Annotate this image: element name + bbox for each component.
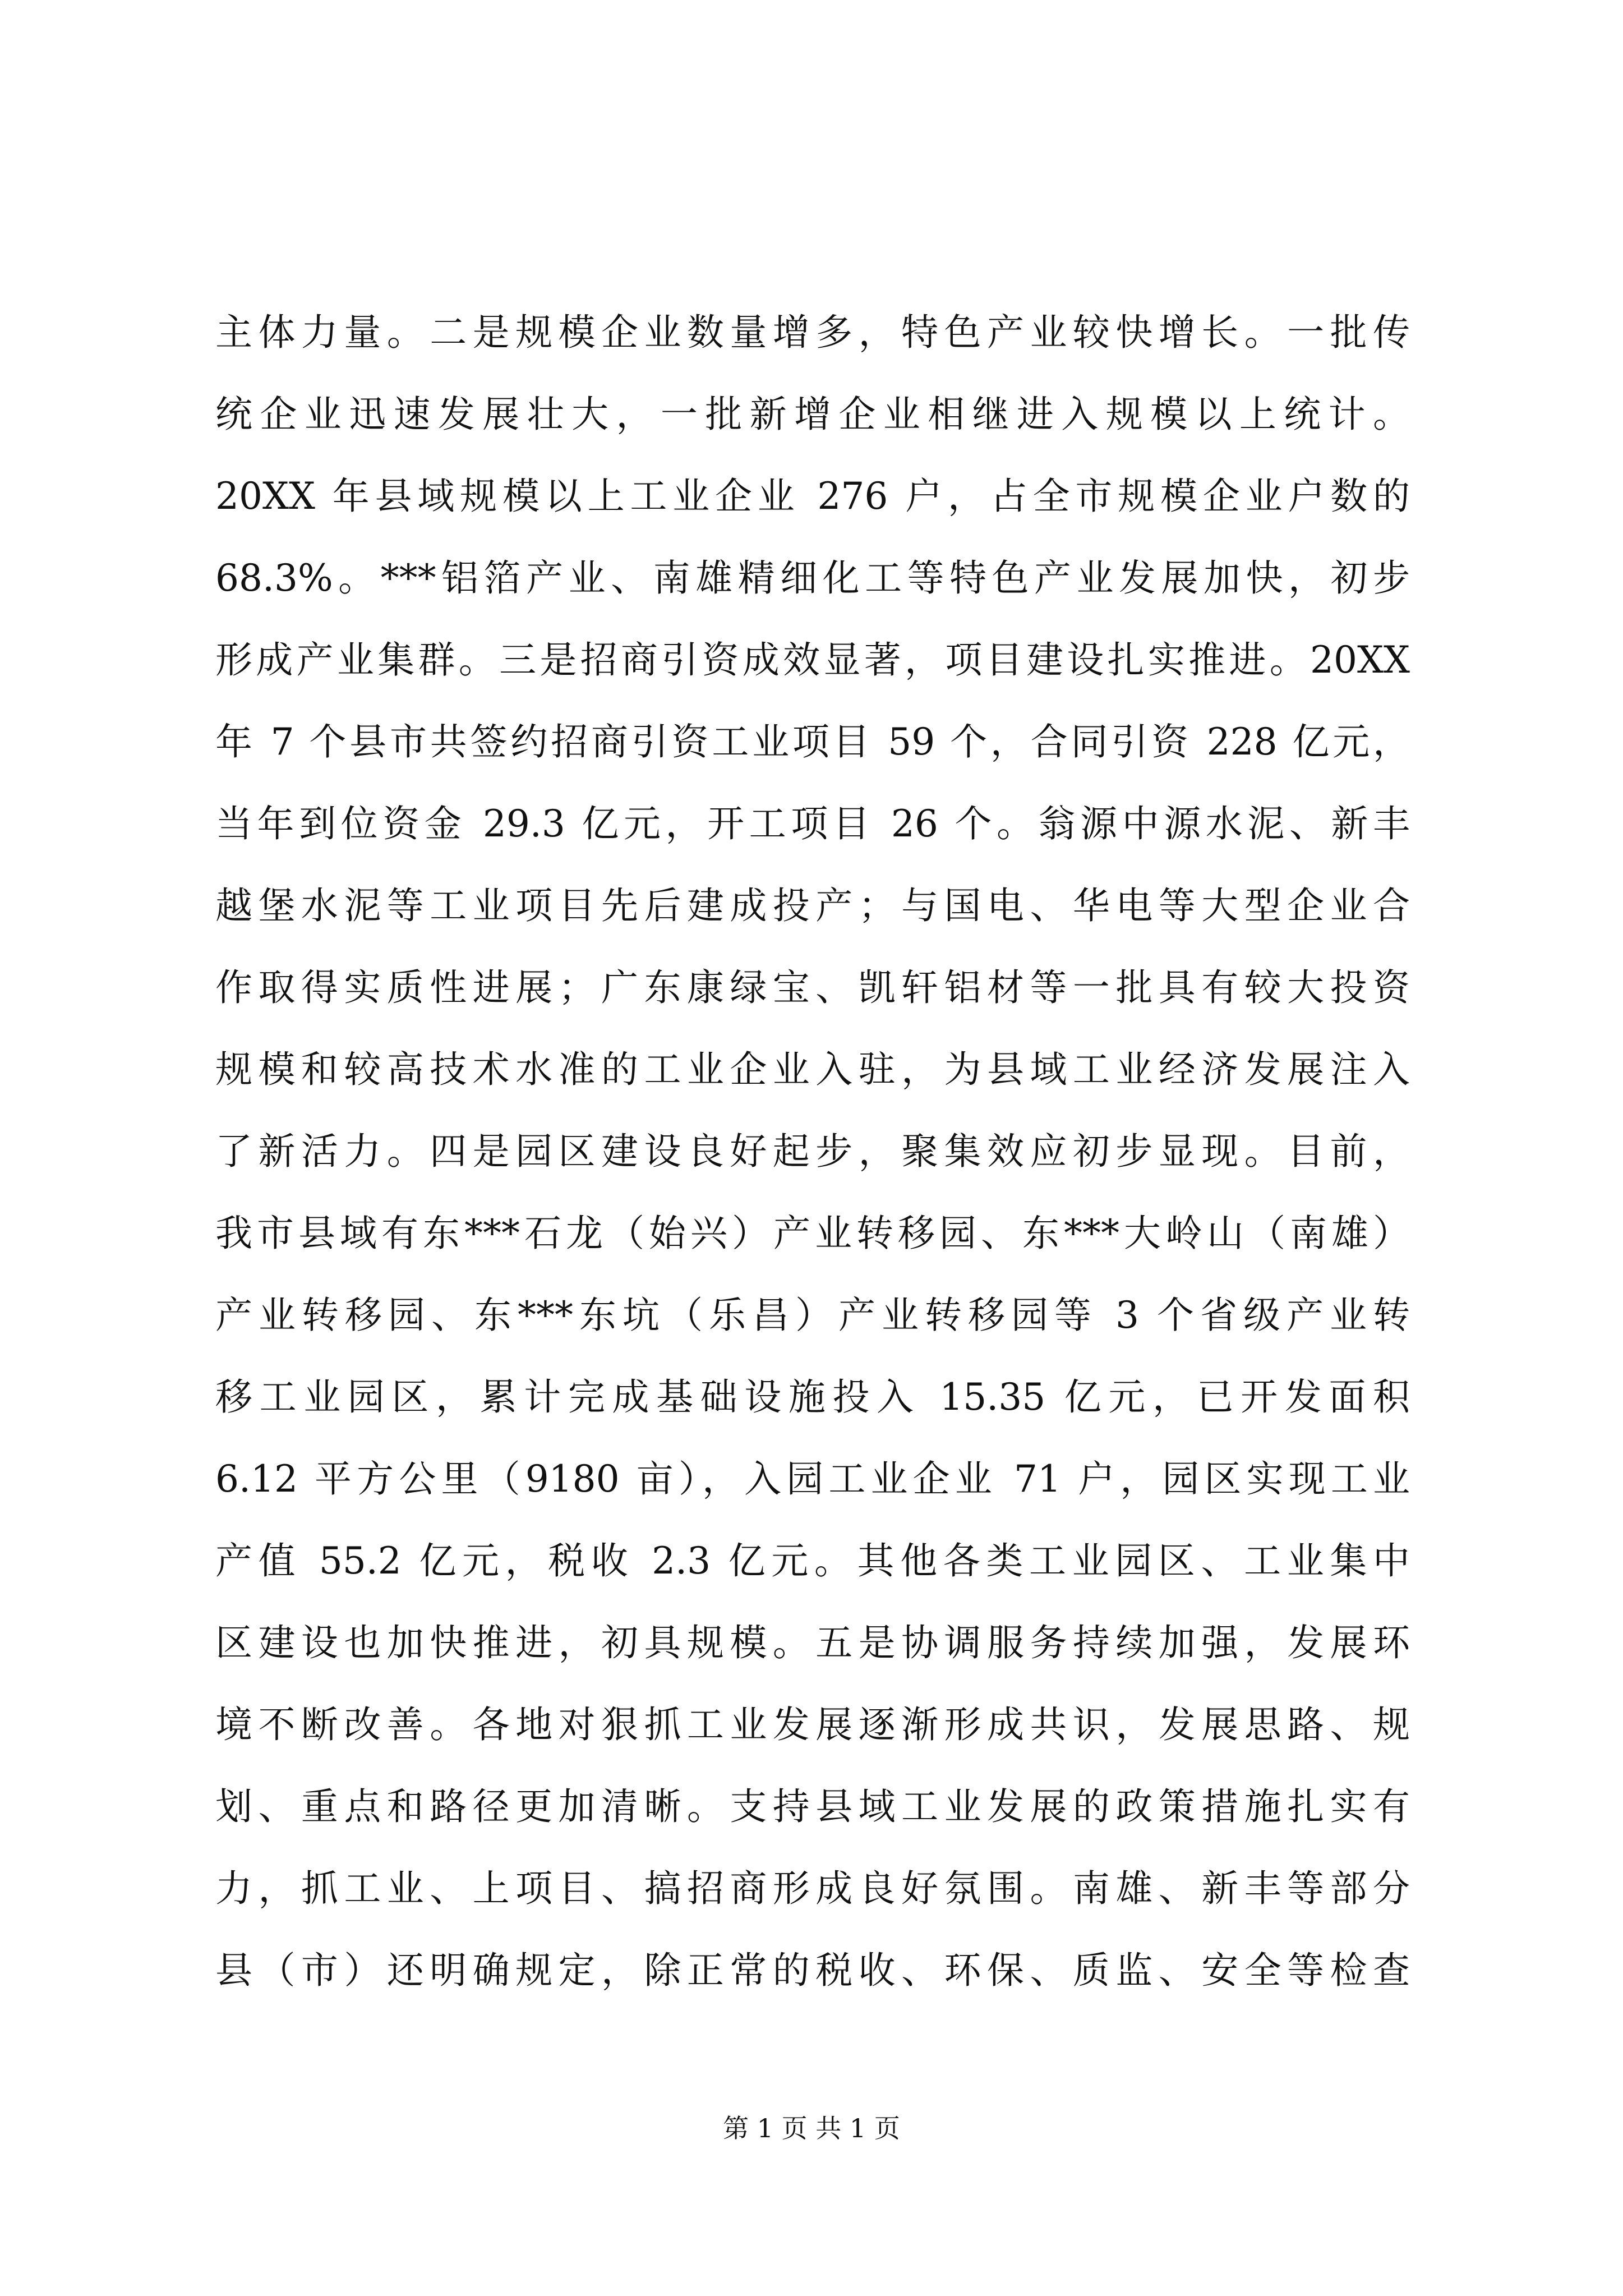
text-line: 6.12 平方公里（9180 亩），入园工业企业 71 户，园区实现工业 [215,1457,1410,1501]
text-line: 规模和较高技术水准的工业企业入驻，为县域工业经济发展注入 [215,1048,1410,1091]
text-line: 越堡水泥等工业项目先后建成投产；与国电、华电等大型企业合 [215,884,1410,927]
text-line: 作取得实质性进展；广东康绿宝、凯轩铝材等一批具有较大投资 [215,966,1410,1009]
text-line: 县（市）还明确规定，除正常的税收、环保、质监、安全等检查 [215,1949,1410,1992]
text-line: 产业转移园、东***东坑（乐昌）产业转移园等 3 个省级产业转 [215,1294,1410,1337]
text-line: 我市县域有东***石龙（始兴）产业转移园、东***大岭山（南雄） [215,1212,1410,1255]
text-line: 当年到位资金 29.3 亿元，开工项目 26 个。翁源中源水泥、新丰 [215,802,1410,845]
body-text [215,292,1410,2012]
text-line: 划、重点和路径更加清晰。支持县域工业发展的政策措施扎实有 [215,1785,1410,1828]
text-line: 主体力量。二是规模企业数量增多，特色产业较快增长。一批传 [215,311,1410,354]
text-line: 形成产业集群。三是招商引资成效显著，项目建设扎实推进。20XX [215,638,1410,682]
text-line: 力，抓工业、上项目、搞招商形成良好氛围。南雄、新丰等部分 [215,1867,1410,1910]
text-line: 统企业迅速发展壮大，一批新增企业相继进入规模以上统计。 [215,393,1410,436]
text-line: 年 7 个县市共签约招商引资工业项目 59 个，合同引资 228 亿元， [215,720,1410,763]
text-line: 区建设也加快推进，初具规模。五是协调服务持续加强，发展环 [215,1621,1410,1664]
text-line: 了新活力。四是园区建设良好起步，聚集效应初步显现。目前， [215,1130,1410,1173]
text-line: 产值 55.2 亿元，税收 2.3 亿元。其他各类工业园区、工业集中 [215,1539,1410,1582]
text-line: 68.3%。***铝箔产业、南雄精细化工等特色产业发展加快，初步 [215,556,1410,600]
text-line: 境不断改善。各地对狠抓工业发展逐渐形成共识，发展思路、规 [215,1703,1410,1746]
page-number-footer: 第 1 页 共 1 页 [723,2113,900,2143]
text-line: 移工业园区，累计完成基础设施投入 15.35 亿元，已开发面积 [215,1375,1410,1419]
text-line: 20XX 年县域规模以上工业企业 276 户，占全市规模企业户数的 [215,475,1410,518]
